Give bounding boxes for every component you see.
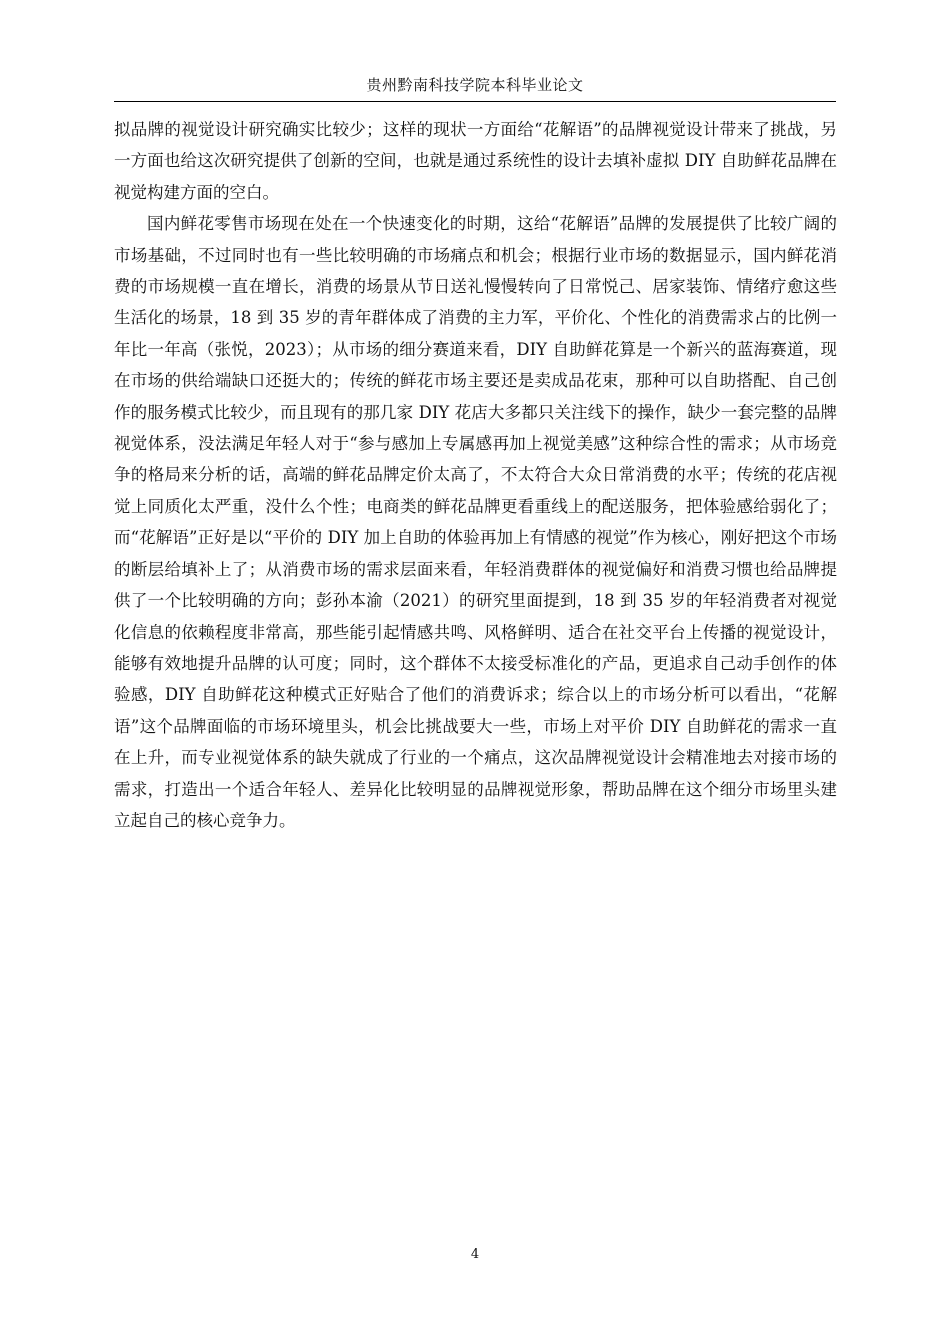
page-header-title: 贵州黔南科技学院本科毕业论文: [366, 76, 584, 94]
body-text: [114, 114, 837, 836]
paragraph-market-analysis: 国内鲜花零售市场现在处在一个快速变化的时期，这给“花解语”品牌的发展提供了比较广阔的市场基础，不过同时也有一些比较明确的市场痛点和机会；根据行业市场的数据显示，国内鲜花消费的市场规模一直在增长，消费的场景从节日送礼慢慢转向了日常悦己、居家装饰、情绪疗愈这些生活化的场景，18 到 35 岁的青年群体成了消费的主力军，平价化、个性化的消费需求占的比例一年比一年高（张悦，2023）；从市场的细分赛道来看，DIY 自助鲜花算是一个新兴的蓝海赛道，现在市场的供给端缺口还挺大的；传统的鲜花市场主要还是卖成品花束，那种可以自助搭配、自己创作的服务模式比较少，而且现有的那几家 DIY 花店大多都只关注线下的操作，缺少一套完整的品牌视觉体系，没法满足年轻人对于“参与感加上专属感再加上视觉美感”这种综合性的需求；从市场竞争的格局来分析的话，高端的鲜花品牌定价太高了，不太符合大众日常消费的水平；传统的花店视觉上同质化太严重，没什么个性；电商类的鲜花品牌更看重线上的配送服务，把体验感给弱化了；而“花解语”正好是以“平价的 DIY 加上自助的体验再加上有情感的视觉”作为核心，刚好把这个市场的断层给填补上了；从消费市场的需求层面来看，年轻消费群体的视觉偏好和消费习惯也给品牌提供了一个比较明确的方向；彭孙本渝（2021）的研究里面提到，18 到 35 岁的年轻消费者对视觉化信息的依赖程度非常高，那些能引起情感共鸣、风格鲜明、适合在社交平台上传播的视觉设计，能够有效地提升品牌的认可度；同时，这个群体不太接受标准化的产品，更追求自己动手创作的体验感，DIY 自助鲜花这种模式正好贴合了他们的消费诉求；综合以上的市场分析可以看出，“花解语”这个品牌面临的市场环境里头，机会比挑战要大一些，市场上对平价 DIY 自助鲜花的需求一直在上升，而专业视觉体系的缺失就成了行业的一个痛点，这次品牌视觉设计会精准地去对接市场的需求，打造出一个适合年轻人、差异化比较明显的品牌视觉形象，帮助品牌在这个细分市场里头建立起自己的核心竞争力。: [114, 214, 837, 830]
header-divider: [114, 101, 836, 102]
paragraph-continued: 拟品牌的视觉设计研究确实比较少；这样的现状一方面给“花解语”的品牌视觉设计带来了挑战，另一方面也给这次研究提供了创新的空间，也就是通过系统性的设计去填补虚拟 DIY 自助鲜花品牌在视觉构建方面的空白。: [114, 120, 837, 202]
page-number: 4: [470, 1247, 480, 1262]
